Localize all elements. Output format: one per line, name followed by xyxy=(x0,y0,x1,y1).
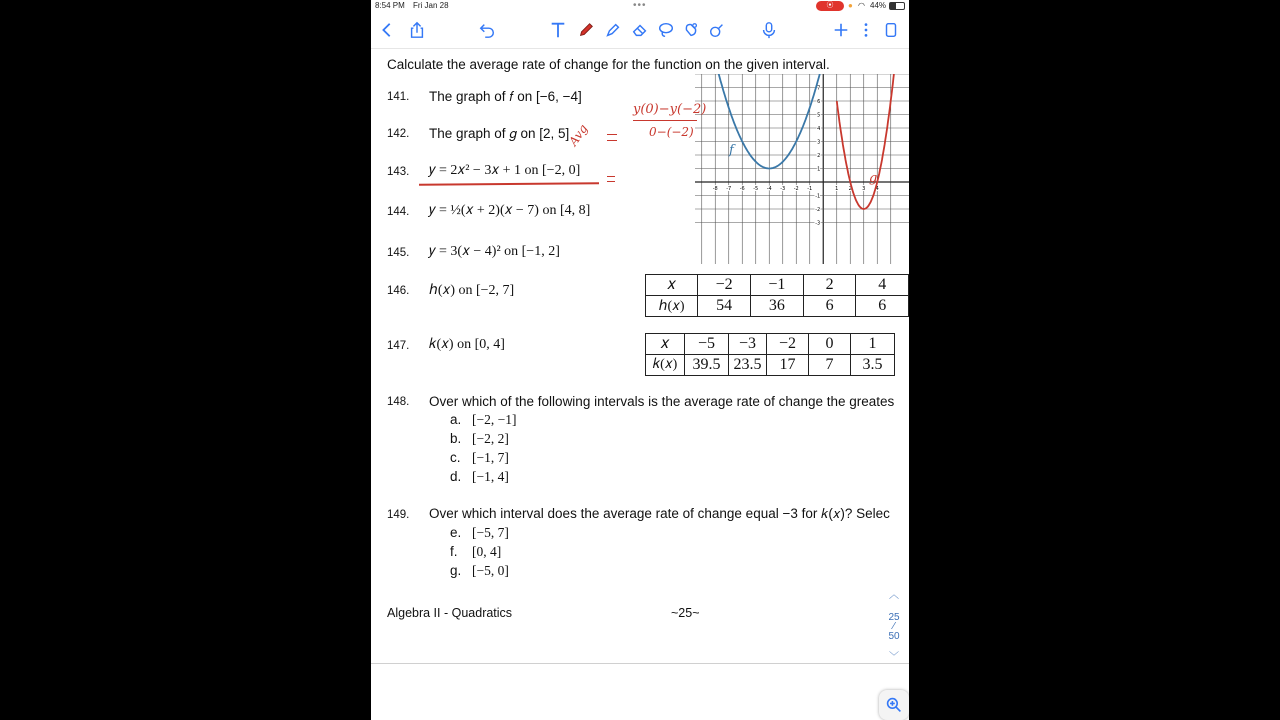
question-text: Over which interval does the average rate of change equal −3 for 𝑘(𝑥)? Selec xyxy=(429,506,890,521)
question-number: 149. xyxy=(387,509,410,521)
multitask-dots-icon[interactable]: ••• xyxy=(633,0,647,11)
pages-icon xyxy=(882,21,900,39)
table-cell: −2 xyxy=(767,334,809,355)
x-tick-label: -3 xyxy=(780,186,786,192)
y-tick-label: 4 xyxy=(817,126,821,132)
document-page[interactable] xyxy=(371,48,909,663)
image-button[interactable] xyxy=(705,18,729,42)
lasso-icon xyxy=(657,21,675,39)
table-cell: 6 xyxy=(856,296,909,317)
question-text: 𝑦 = ½(𝑥 + 2)(𝑥 − 7) on [4, 8] xyxy=(429,203,591,218)
y-tick-label: 2 xyxy=(817,153,821,159)
option-value: [−5, 7] xyxy=(472,525,509,540)
total-pages: 50 xyxy=(888,631,900,642)
footer-course: Algebra II - Quadratics xyxy=(387,606,513,620)
option-value: [−2, −1] xyxy=(472,412,517,427)
add-button[interactable] xyxy=(829,18,853,42)
question-number: 143. xyxy=(387,166,410,178)
option xyxy=(450,544,501,560)
y-tick-label: 6 xyxy=(817,99,821,105)
g-label: g xyxy=(869,171,878,186)
zoom-in-icon xyxy=(886,697,902,713)
option-letter: e. xyxy=(450,525,462,540)
x-tick-label: 2 xyxy=(848,186,852,192)
question-number: 145. xyxy=(387,247,410,259)
text-tool-icon xyxy=(549,21,567,39)
option-value: [−1, 4] xyxy=(472,469,509,484)
shapes-button[interactable] xyxy=(679,18,703,42)
table-cell: 0 xyxy=(809,334,851,355)
table-cell: 4 xyxy=(856,275,909,296)
option-value: [−2, 2] xyxy=(472,431,509,446)
lasso-button[interactable] xyxy=(654,18,678,42)
question-text: 𝑦 = 3(𝑥 − 4)² on [−1, 2] xyxy=(429,244,560,259)
f-label: f xyxy=(729,143,734,158)
table-cell: 23.5 xyxy=(729,355,767,376)
option-value: [0, 4] xyxy=(472,544,502,559)
table-cell: −2 xyxy=(698,275,751,296)
back-button[interactable] xyxy=(375,18,399,42)
x-tick-label: 3 xyxy=(862,186,866,192)
table-row xyxy=(646,296,909,317)
question-text: 𝑦 = 2𝑥² − 3𝑥 + 1 on [−2, 0] xyxy=(429,163,581,178)
mic-indicator-icon: ● xyxy=(848,1,853,10)
y-tick-label: 7 xyxy=(817,85,821,92)
option-value: [−1, 7] xyxy=(472,450,509,465)
handwritten-fraction-bar xyxy=(633,120,697,121)
k-table xyxy=(645,333,895,376)
option-letter: d. xyxy=(450,469,462,484)
ipad-screen xyxy=(371,0,909,720)
table-cell: −3 xyxy=(729,334,767,355)
table-cell: 39.5 xyxy=(685,355,729,376)
x-tick-label: -1 xyxy=(807,186,813,192)
question-text: Over which of the following intervals is the average rate of change the greates xyxy=(429,394,895,409)
option-letter: g. xyxy=(450,563,462,578)
question-text: ℎ(𝑥) on [−2, 7] xyxy=(429,283,515,298)
chevron-down-icon[interactable]: ﹀ xyxy=(889,652,899,663)
chevron-up-icon[interactable]: ︿ xyxy=(889,590,899,601)
table-header: 𝑘(𝑥) xyxy=(646,355,685,376)
function-graph xyxy=(695,74,909,264)
table-cell: −5 xyxy=(685,334,729,355)
x-tick-label: -8 xyxy=(712,186,718,192)
undo-button[interactable] xyxy=(475,18,499,42)
x-tick-label: 4 xyxy=(875,186,879,192)
table-header: 𝑥 xyxy=(646,275,698,296)
y-tick-label: 1 xyxy=(817,166,821,173)
table-row xyxy=(646,334,895,355)
page-separator: ⁄ xyxy=(893,621,895,632)
question-number: 144. xyxy=(387,206,410,218)
question-number: 146. xyxy=(387,285,410,297)
x-tick-label: -6 xyxy=(739,186,745,192)
question-number: 142. xyxy=(387,128,410,140)
table-row xyxy=(646,275,909,296)
table-row xyxy=(646,355,895,376)
table-cell: 3.5 xyxy=(851,355,895,376)
x-tick-label: 1 xyxy=(835,186,839,192)
x-tick-label: -4 xyxy=(766,186,772,192)
option-letter: f. xyxy=(450,544,458,559)
handwritten-avg: Avg xyxy=(566,121,591,149)
option xyxy=(450,525,509,541)
pen-icon xyxy=(577,21,595,39)
y-tick-label: -1 xyxy=(815,193,821,200)
question-number: 147. xyxy=(387,340,410,352)
undo-icon xyxy=(478,21,496,39)
status-bar xyxy=(371,0,909,13)
battery-icon xyxy=(889,2,905,10)
toolbar xyxy=(371,14,909,49)
shapes-icon xyxy=(682,21,700,39)
option xyxy=(450,450,509,466)
back-icon xyxy=(378,21,396,39)
y-tick-label: 5 xyxy=(817,112,821,119)
option xyxy=(450,469,509,485)
option-letter: b. xyxy=(450,431,462,446)
battery-percent: 44% xyxy=(870,1,887,10)
eraser-icon xyxy=(631,21,649,39)
option-letter: a. xyxy=(450,412,462,427)
table-cell: 2 xyxy=(803,275,856,296)
table-cell: 1 xyxy=(851,334,895,355)
image-icon xyxy=(708,21,726,39)
share-button[interactable] xyxy=(405,18,429,42)
table-cell: 17 xyxy=(767,355,809,376)
highlighter-button[interactable] xyxy=(601,18,625,42)
x-tick-label: -7 xyxy=(726,186,732,192)
microphone-button[interactable] xyxy=(757,18,781,42)
handwritten-equals xyxy=(607,176,615,182)
option-letter: c. xyxy=(450,450,461,465)
add-icon xyxy=(832,21,850,39)
handwritten-numerator: y(0)−y(−2) xyxy=(633,102,707,117)
current-page: 25 xyxy=(888,612,900,623)
handwritten-underline xyxy=(419,182,599,186)
share-icon xyxy=(408,21,426,39)
table-header: 𝑥 xyxy=(646,334,685,355)
table-header: ℎ(𝑥) xyxy=(646,296,698,317)
question-text: The graph of 𝑓 on [−6, −4] xyxy=(429,89,582,104)
handwritten-denominator: 0−(−2) xyxy=(649,125,694,139)
option xyxy=(450,563,509,579)
x-tick-label: -5 xyxy=(753,186,759,192)
wifi-icon: ◠ xyxy=(858,1,865,10)
text-tool-button[interactable] xyxy=(546,18,570,42)
page-scroller[interactable] xyxy=(883,586,905,668)
page-divider xyxy=(371,663,909,664)
more-button[interactable] xyxy=(854,18,878,42)
handwritten-equals xyxy=(607,134,617,141)
more-icon xyxy=(857,21,875,39)
option xyxy=(450,412,516,428)
y-tick-label: -2 xyxy=(815,207,821,213)
table-cell: 54 xyxy=(698,296,751,317)
x-tick-label: -2 xyxy=(793,186,799,192)
status-time: 8:54 PM xyxy=(375,1,405,10)
table-cell: −1 xyxy=(751,275,804,296)
question-number: 148. xyxy=(387,396,410,408)
screen-recording-icon[interactable]: ⦿ xyxy=(816,1,844,11)
y-tick-label: -3 xyxy=(815,220,821,227)
option xyxy=(450,431,509,447)
question-text: The graph of 𝑔 on [2, 5] xyxy=(429,126,570,141)
h-table xyxy=(645,274,909,317)
highlighter-icon xyxy=(604,21,622,39)
status-date: Fri Jan 28 xyxy=(413,1,449,10)
f-curve xyxy=(695,74,834,169)
question-number: 141. xyxy=(387,91,410,103)
table-cell: 36 xyxy=(751,296,804,317)
option-value: [−5, 0] xyxy=(472,563,509,578)
table-cell: 7 xyxy=(809,355,851,376)
pages-button[interactable] xyxy=(879,18,903,42)
microphone-icon xyxy=(760,21,778,39)
y-tick-label: 3 xyxy=(817,139,821,146)
pen-tool-button[interactable] xyxy=(574,18,598,42)
instructions: Calculate the average rate of change for the function on the given interval. xyxy=(387,57,830,72)
footer-page-number: ~25~ xyxy=(671,606,700,620)
zoom-button[interactable] xyxy=(879,690,909,720)
eraser-button[interactable] xyxy=(628,18,652,42)
graph-ticks xyxy=(713,86,879,227)
table-cell: 6 xyxy=(803,296,856,317)
question-text: 𝑘(𝑥) on [0, 4] xyxy=(429,337,505,352)
